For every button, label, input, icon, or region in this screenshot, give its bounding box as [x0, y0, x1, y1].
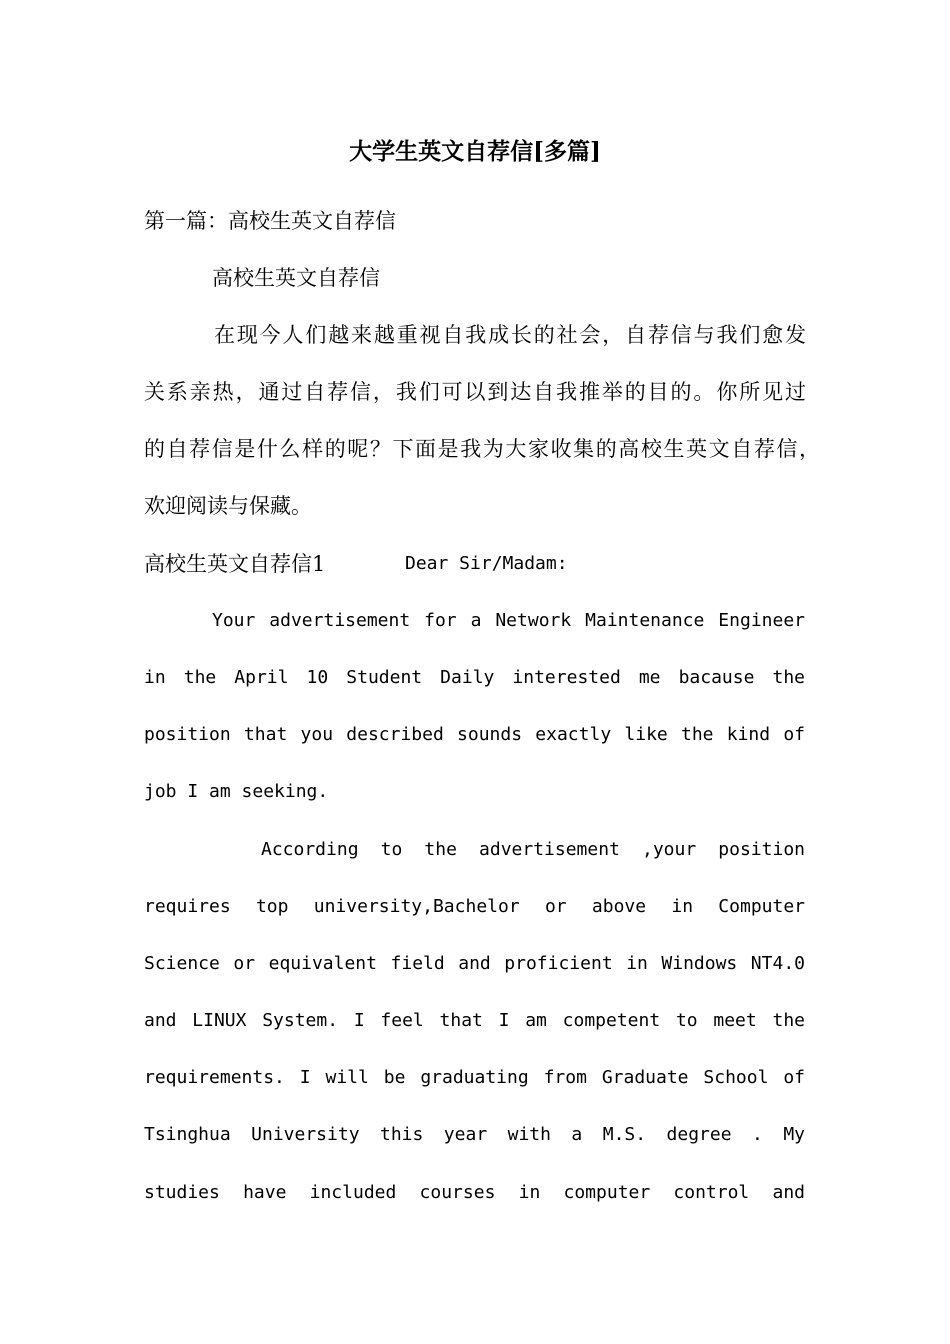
paragraph-line: and LINUX System. I feel that I am competent to meet the [144, 1010, 805, 1031]
paragraph-line: position that you described sounds exactly like the kind of [144, 724, 805, 745]
paragraph-line: requirements. I will be graduating from Graduate School of [144, 1067, 805, 1088]
paragraph-line: requires top university,Bachelor or above in Computer [144, 896, 805, 917]
paragraph-line: in the April 10 Student Daily interested me bacause the [144, 667, 805, 688]
intro-line: 欢迎阅读与保藏。 [144, 494, 312, 518]
subheading: 高校生英文自荐信 [212, 266, 380, 290]
intro-line: 关系亲热，通过自荐信，我们可以到达自我推举的目的。你所见过 [144, 380, 806, 404]
paragraph-line: Your advertisement for a Network Maintenance Engineer [212, 610, 805, 631]
document-title: 大学生英文自荐信[多篇] [349, 138, 601, 165]
letter-label: 高校生英文自荐信1 [144, 552, 326, 576]
paragraph-line: Science or equivalent field and proficient in Windows NT4.0 [144, 953, 805, 974]
salutation: Dear Sir/Madam: [405, 553, 568, 574]
intro-line: 的自荐信是什么样的呢？下面是我为大家收集的高校生英文自荐信， [144, 437, 820, 461]
paragraph-line: Tsinghua University this year with a M.S. degree . My [144, 1124, 805, 1145]
paragraph-line: job I am seeking. [144, 781, 329, 802]
paragraph-line: According to the advertisement ,your position [261, 839, 805, 860]
section-heading: 第一篇：高校生英文自荐信 [144, 209, 396, 233]
paragraph-line: studies have included courses in computer control and [144, 1182, 805, 1203]
intro-line: 在现今人们越来越重视自我成长的社会，自荐信与我们愈发 [214, 323, 806, 347]
